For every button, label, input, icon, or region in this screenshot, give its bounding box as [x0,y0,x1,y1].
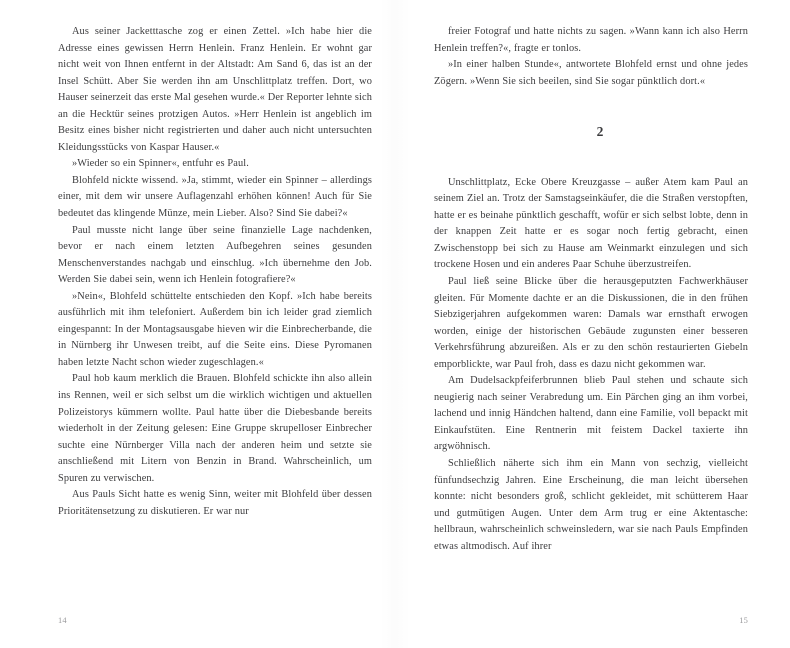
paragraph: Unschlittplatz, Ecke Obere Kreuzgasse – außer Atem kam Paul an seinem Ziel an. Trotz der Samstagseinkäufer, die die Straßen verstopften, hatte er es beinahe pünktlich geschafft, wofür er sich selbst lobte, denn in der knappen Zeit hatte er es sogar noch fertig gebracht, einen Zwischenstopp bei sich zu Hause am Weinmarkt einzulegen und sich trockene Hosen und ein anderes Paar Schuhe überzustreifen. [434,176,748,271]
paragraph: freier Fotograf und hatte nichts zu sagen. »Wann kann ich also Herrn Henlein treffen?«, fragte er tonlos. [434,26,748,54]
right-page-text-column [434,24,748,555]
paragraph: »Nein«, Blohfeld schüttelte entschieden den Kopf. »Ich habe bereits ausführlich mit ihm telefoniert. Außerdem bin ich leider grad ziemlich eingespannt: In der Montagsausgabe hieven wir die Einbrecherbande, die in Nürnberg ihr Unwesen treibt, auf die Seite eins. Diese Pyromanen haben letzte Nacht schon wieder zugeschlagen.« [58,290,372,368]
paragraph: Schließlich näherte sich ihm ein Mann von sechzig, vielleicht fünfundsechzig Jahren. Eine Erscheinung, die man leicht übersehen konnte: nicht besonders groß, schlicht gekleidet, mit schütterem Haar und gutmütigen Augen. Unter dem Arm trug er eine Aktentasche: hellbraun, wahrscheinlich schweinsledern, war sie nach Pauls Empfinden etwas altmodisch. Auf ihrer [434,458,748,552]
paragraph: Aus seiner Jacketttasche zog er einen Zettel. »Ich habe hier die Adresse eines gewissen Herrn Henlein. Franz Henlein. Er wohnt gar nicht weit von Ihnen entfernt in der Altstadt: Am Sand 6, das ist an der Insel Schütt. Aber Sie werden ihn am Unschlittplatz treffen. Dort, wo Hauser seinerzeit das erste Mal gesehen wurde.« Der Reporter lehnte sich an die Hecktür seines protzigen Autos. »Herr Henlein ist angeblich im Besitz eines bisher nicht registrierten und daher auch nicht untersuchten Kleidungsstücks von Kaspar Hauser.« [58,26,373,153]
paragraph: Aus Pauls Sicht hatte es wenig Sinn, weiter mit Blohfeld über dessen Prioritätensetzung zu diskutieren. Er war nur [58,489,372,517]
page-number-right: 15 [739,616,748,625]
paragraph: Blohfeld nickte wissend. »Ja, stimmt, wieder ein Spinner – allerdings einer, mit dem wir unsere Auflagenzahl erhöhen können! Auch für Sie bedeutet das klingende Münze, mein Lieber. Also? Sind Sie dabei?« [58,174,372,220]
paragraph: Am Dudelsackpfeiferbrunnen blieb Paul stehen und schaute sich neugierig nach seiner Verabredung um. Ein Pärchen ging an ihm vorbei, lachend und innig Händchen haltend, dann eine Familie, voll bepackt mit Einkaufstüten. Eine Rentnerin mit feistem Dackel taxierte ihn argwöhnisch. [434,375,748,453]
right-book-page [395,0,790,648]
paragraph: »In einer halben Stunde«, antwortete Blohfeld ernst und ohne jedes Zögern. »Wenn Sie sich beeilen, sind Sie sogar pünktlich dort.« [434,59,748,87]
chapter-number-heading: 2 [596,124,604,140]
paragraph: Paul musste nicht lange über seine finanzielle Lage nachdenken, bevor er nach einem letzten Aufbegehren seines gesunden Menschenverstandes nachgab und einschlug. »Ich übernehme den Job. Werden Sie dabei sein, wenn ich Henlein fotografiere?« [58,224,372,286]
page-number-left: 14 [58,616,67,625]
paragraph: Paul hob kaum merklich die Brauen. Blohfeld schickte ihn also allein ins Rennen, weil er sich selbst um die wirklich wichtigen und aktuellen Polizeistorys kümmern wollte. Paul hatte über die Diebesbande bereits wiederholt in der Zeitung gelesen: Eine Gruppe skrupelloser Einbrecher suchte eine Nürnberger Villa nach der anderen heim und setzte sie anschließend mit Litern von Benzin in Brand. Wahrscheinlich, um Spuren zu verwischen. [58,373,372,484]
left-page-text-column [58,24,372,520]
paragraph: »Wieder so ein Spinner«, entfuhr es Paul. [71,158,249,170]
paragraph: Paul ließ seine Blicke über die herausgeputzten Fachwerkhäuser gleiten. Für Momente dachte er an die Diskussionen, die in den frühen Siebzigerjahren aufgekommen waren: Damals war ernsthaft erwogen worden, einige der historischen Gebäude zugunsten einer besseren Verkehrsführung abzureißen. Als er zu den schön restaurierten Giebeln emporblickte, war Paul froh, dass es dazu nicht gekommen war. [434,276,748,370]
